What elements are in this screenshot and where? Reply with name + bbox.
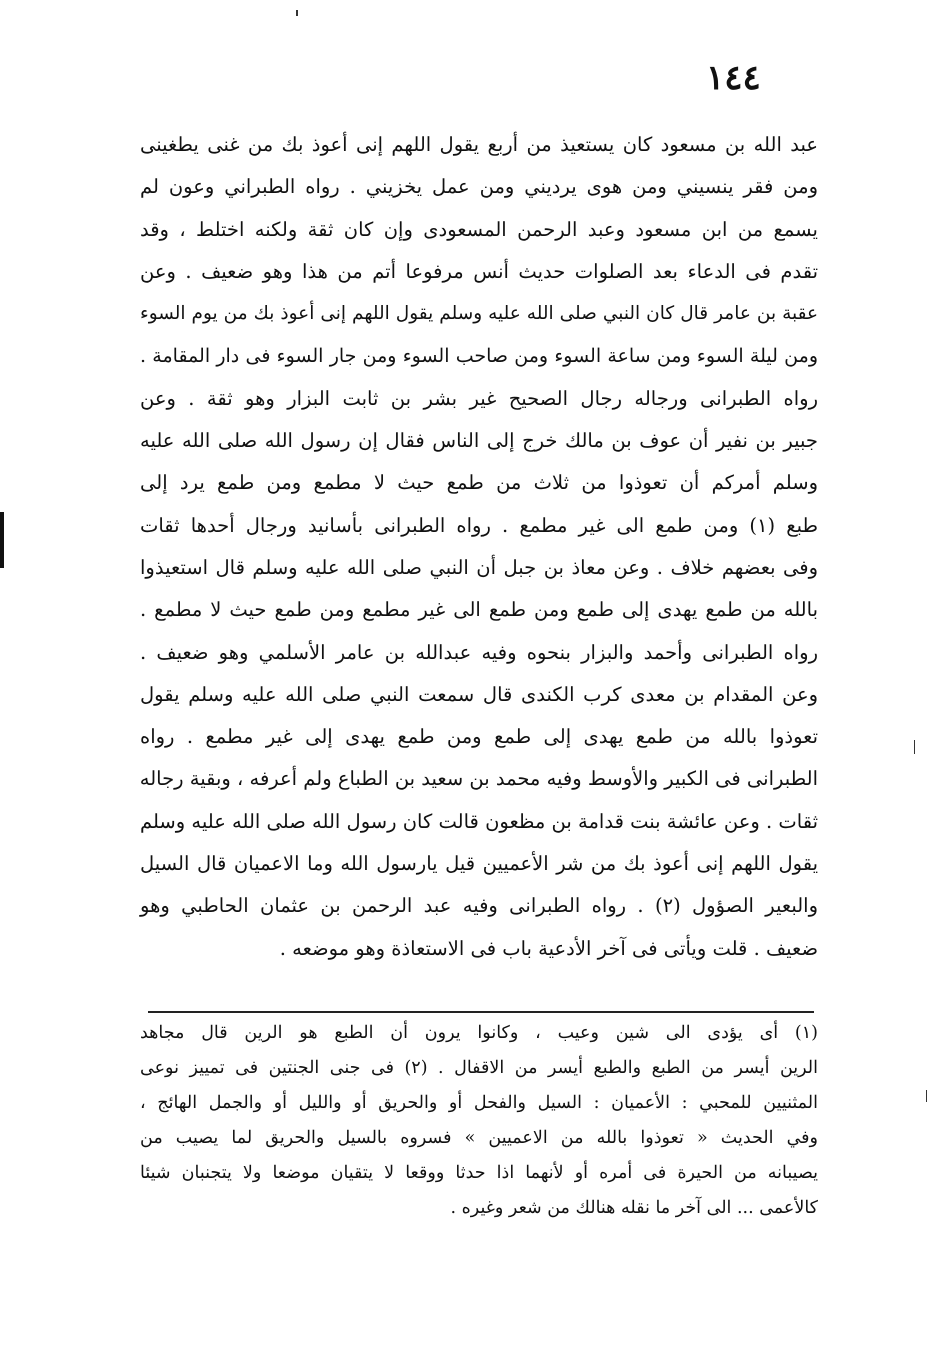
body-line: بالله من طمع يهدى إلى طمع ومن طمع الى غير مطمع ومن طمع حيث لا مطمع . [140, 598, 818, 622]
body-line: يقول اللهم إنى أعوذ بك من شر الأعميين قيل يارسول الله وما الاعميان قال السيل [140, 852, 818, 876]
body-line: رواه الطبرانى وأحمد والبزار بنحوه وفيه عبدالله بن عامر الأسلمي وهو ضعيف . [140, 640, 818, 664]
body-line: وعن المقدام بن معدى كرب الكندى قال سمعت النبي صلى الله عليه وسلم يقول [140, 682, 818, 706]
footnote-line: وفي الحديث « تعوذوا بالله من الاعميين » فسروه بالسيل والحريق لما يصيب من [140, 1128, 818, 1148]
body-line: ضعيف . قلت ويأتى فى آخر الأدعية باب فى الاستعاذة وهو موضعه . [279, 936, 818, 960]
body-line: طبع (١) ومن طمع الى غير مطمع . رواه الطبرانى بأسانيد ورجال أحدها ثقات [140, 513, 818, 537]
body-line: والبعير الصؤول (٢) . رواه الطبرانى وفيه عبد الرحمن بن عثمان الحاطبي وهو [140, 894, 818, 918]
body-line: ومن ليلة السوء ومن ساعة السوء ومن صاحب السوء ومن جار السوء فى دار المقامة . [140, 345, 818, 368]
body-line: عبد الله بن مسعود كان يستعيذ من أربع يقول اللهم إنى أعوذ بك من غنى يطغينى [140, 133, 818, 156]
body-line: تعوذوا بالله من طمع يهدى إلى طمع ومن طمع يهدى إلى غير مطمع . رواه [140, 725, 818, 749]
body-line: الطبرانى فى الكبير والأوسط وفيه محمد بن سعيد بن الطباع ولم أعرفه ، وبقية رجاله [139, 767, 818, 791]
body-line: وسلم أمركم أن تعوذوا من ثلاث من طمع حيث لا مطمع ومن طمع يرد إلى [140, 471, 818, 495]
body-line: يسمع من ابن مسعود وعبد الرحمن المسعودى وإن كان ثقة ولكنه اختلط ، وقد [140, 217, 818, 241]
footnotes [140, 1016, 818, 1226]
footnote-line: المثنيين للمحبي : الأعميان : السيل والفحل أو والحريق أو والليل أو والجمل الهائج ، [140, 1093, 818, 1113]
body-line: رواه الطبرانى ورجاله رجال الصحيح غير بشر بن ثابت البزار وهو ثقة . وعن [140, 386, 818, 410]
body-line: جبير بن نفير أن عوف بن مالك خرج إلى الناس فقال إن رسول الله صلى الله عليه [140, 429, 818, 453]
scan-speck [914, 740, 915, 754]
footnote-line: كالأعمى ... الى آخر ما نقله هنالك من شعر وغيره . [450, 1198, 818, 1218]
footnote-line: يصيبانه من الحيرة فى أمره أو لأنهما اذا حدثا ووقعا لا يتقيان موضعا ولا يتجنبان شيئا [140, 1163, 818, 1183]
scan-margin-mark [0, 512, 4, 568]
body-line: عقبة بن عامر قال كان النبي صلى الله عليه وسلم يقول اللهم إنى أعوذ بك من يوم السوء [140, 303, 818, 325]
scan-speck [926, 1090, 927, 1102]
body-line: تقدم فى الدعاء بعد الصلوات حديث أنس مرفوعا أتم من هذا وهو ضعيف . وعن [140, 259, 818, 283]
scan-speck [296, 10, 298, 16]
body-line: ثقات . وعن عائشة بنت قدامة بن مظعون قالت كان رسول الله صلى الله عليه وسلم [140, 809, 818, 833]
body-line: وفى بعضهم خلاف . وعن معاذ بن جبل أن النبي صلى الله عليه وسلم قال استعيذوا [140, 555, 818, 579]
body-text [140, 124, 818, 970]
footnote-line: الرين أيسر من الطبع والطبع أيسر من الاقفال . (٢) فى جنى الجنتين فى تمييز نوعى [140, 1058, 818, 1078]
footnote-separator [148, 1011, 814, 1013]
page-number: ١٤٤ [706, 58, 761, 98]
footnote-line: (١) أى يؤدى الى شين وعيب ، وكانوا يرون أن الطبع هو الرين قال مجاهد [140, 1023, 818, 1043]
body-line: ومن فقر ينسيني ومن هوى يرديني ومن عمل يخزيني . رواه الطبراني وعون لم [140, 175, 818, 199]
